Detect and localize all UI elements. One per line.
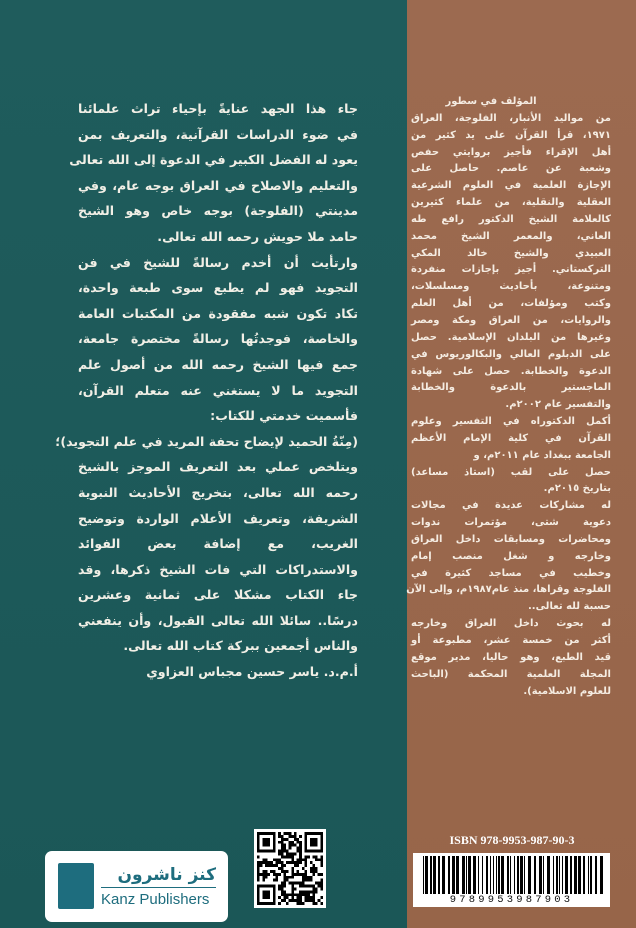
- author-bio-line: له بحوث داخل العراق وخارجه: [411, 618, 611, 630]
- author-bio-line: التركستاني. أجيز بإجازات منفردة: [411, 264, 611, 276]
- author-bio-line: وشعبة عن عاصم. حاصل على: [411, 163, 611, 175]
- blurb-line: التجويد فهو لم يطبع سوى طبعة واحدة،: [78, 280, 358, 296]
- author-bio-line: قيد الطبع، وهو حاليا، مدير موقع: [411, 651, 611, 663]
- barcode: [413, 853, 610, 907]
- author-bio-line: المجلة العلمية المحكمة (الباحث: [411, 668, 611, 680]
- author-bio-line: وغيرها من البلدان الإسلامية. حصل: [411, 331, 611, 343]
- publisher-logo-mark-icon: [58, 863, 94, 909]
- blurb-line: في ضوء الدراسات القرآنية، والتعريف بمن: [78, 126, 358, 142]
- author-bio-line: بتاريخ ٢٠١٥م.: [543, 483, 611, 495]
- author-bio-title: المؤلف في سطور: [445, 96, 537, 107]
- blurb-line: والناس أجمعين ببركة كتاب الله تعالى.: [123, 638, 358, 654]
- author-bio-line: ومحاضرات ومسابقات داخل العراق: [411, 533, 611, 545]
- author-bio-line: الفلوجة وقراها، منذ عام١٩٨٧م، وإلى الآن: [406, 584, 611, 596]
- blurb-line: أ.م.د. ياسر حسين مجباس العزاوي: [146, 664, 358, 680]
- qr-code-icon: [254, 829, 326, 908]
- blurb-text: [55, 96, 358, 685]
- author-bio-line: العقلية والنقلية، من علماء كثيرين: [411, 197, 611, 209]
- isbn-label: ISBN 978-9953-987-90-3: [449, 833, 575, 847]
- author-bio-line: ومتنوعة، بأحاديث ومسلسلات،: [411, 281, 611, 293]
- author-bio-line: العاني، والمعمر الشيخ محمد: [411, 230, 611, 242]
- author-bio-line: أكثر من خمسة عشر، مطبوعة أو: [411, 635, 611, 646]
- author-bio-line: حصل على لقب (استاذ مساعد): [411, 466, 611, 478]
- author-bio-line: الإجازة العلمية في العلوم الشرعية: [411, 180, 611, 192]
- blurb-line: والخاصة، فوجدتُها رسالةً مختصرة جامعة،: [78, 331, 358, 347]
- author-bio-line: ١٩٧١، قرأ القرآن على يد كثير من: [411, 129, 611, 141]
- blurb-line: ويتلخص عملي بعد التعريف الموجز بالشيخ: [78, 459, 358, 475]
- blurb-line: جمع فيها الشيخ رحمه الله من أصول علم: [78, 356, 358, 372]
- blurb-line: جاء الكتاب مشكلا على ثمانية وعشرين: [78, 587, 358, 603]
- author-bio: [406, 94, 611, 700]
- author-bio-line: والتفسير عام ٢٠٠٢م.: [505, 399, 611, 411]
- author-bio-line: وخطيب في مساجد كثيرة في: [411, 567, 611, 579]
- blurb-line: والاستدراكات التي فات الشيخ ذكرها، وقد: [78, 561, 358, 577]
- blurb-line: مدينتي (الفلوجة) بوجه خاص وهو الشيخ: [78, 203, 358, 219]
- blurb-line: درسًا.. سائلا الله تعالى القبول، وأن ينفعني: [78, 612, 358, 628]
- author-bio-line: الماجستير بالدعوة والخطابة: [411, 382, 611, 394]
- barcode-digits: 9789953987903: [415, 894, 608, 906]
- blurb-line: وارتأيت أن أخدم رسالةً للشيخ في فن: [78, 254, 358, 270]
- blurb-line: الغريب، مع إضافة بعض الفوائد: [78, 536, 358, 552]
- logo-divider: [101, 887, 216, 888]
- author-bio-line: العبيدي والشيخ خالد المكي: [411, 247, 611, 259]
- author-bio-line: أهل الإقراء فأجيز بروايتي حفص: [411, 146, 611, 158]
- author-bio-line: أكمل الدكتوراه في التفسير وعلوم: [411, 416, 611, 428]
- author-bio-line: على الدبلوم العالي والبكالوريوس في: [411, 348, 611, 360]
- author-bio-line: وخارجه و شغل منصب إمام: [411, 550, 611, 562]
- blurb-line: (مِنّةُ الحميد لإيضاح تحفة المريد في علم التجويد)؛: [55, 433, 358, 449]
- author-bio-line: دعوية شتى، مؤتمرات ندوات: [411, 517, 611, 529]
- blurb-line: تكاد تكون شبه مفقودة من المكتبات العامة: [78, 305, 358, 321]
- author-bio-line: للعلوم الاسلامية).: [523, 685, 611, 697]
- author-bio-line: القرآن في كلية الإمام الأعظم: [411, 432, 611, 444]
- blurb-line: الشريفة، وتعريف الأعلام الواردة وتوضيح: [78, 510, 358, 526]
- blurb-line: يعود له الفضل الكبير في الدعوة إلى الله تعالى: [69, 152, 358, 168]
- blurb-line: فأسميت خدمتي للكتاب:: [210, 408, 358, 424]
- author-bio-line: الدعوة والخطابة. حصل على شهادة: [411, 365, 611, 377]
- publisher-name-en: Kanz Publishers: [101, 891, 210, 908]
- author-bio-line: حسبة لله تعالى..: [527, 601, 611, 613]
- author-bio-line: الجامعة ببغداد عام ٢٠١١م، و: [473, 449, 611, 461]
- blurb-line: حامد ملا حويش رحمه الله تعالى.: [157, 228, 358, 244]
- author-bio-line: كالعلامة الشيخ الدكتور رافع طه: [411, 213, 611, 225]
- publisher-name-ar: كنز ناشرون: [117, 865, 216, 885]
- blurb-line: والتعليم والاصلاح في العراق بوجه عام، وفي: [78, 177, 358, 193]
- publisher-logo: [45, 851, 228, 922]
- blurb-line: جاء هذا الجهد عنايةً بإحياء تراث علمائنا: [78, 101, 358, 116]
- author-bio-line: والروايات، من العراق ومكة ومصر: [411, 314, 611, 326]
- blurb-line: رحمه الله تعالى، بتخريج الأحاديث النبوية: [78, 484, 358, 500]
- author-bio-line: من مواليد الأنبار، الفلوجة، العراق: [411, 112, 611, 124]
- blurb-line: التجويد ما لا يستغني عنه متعلم القرآن،: [78, 382, 358, 398]
- author-bio-line: وكتب ومؤلفات، من أهل العلم: [411, 298, 611, 310]
- author-bio-line: له مشاركات عديدة في مجالات: [411, 500, 611, 512]
